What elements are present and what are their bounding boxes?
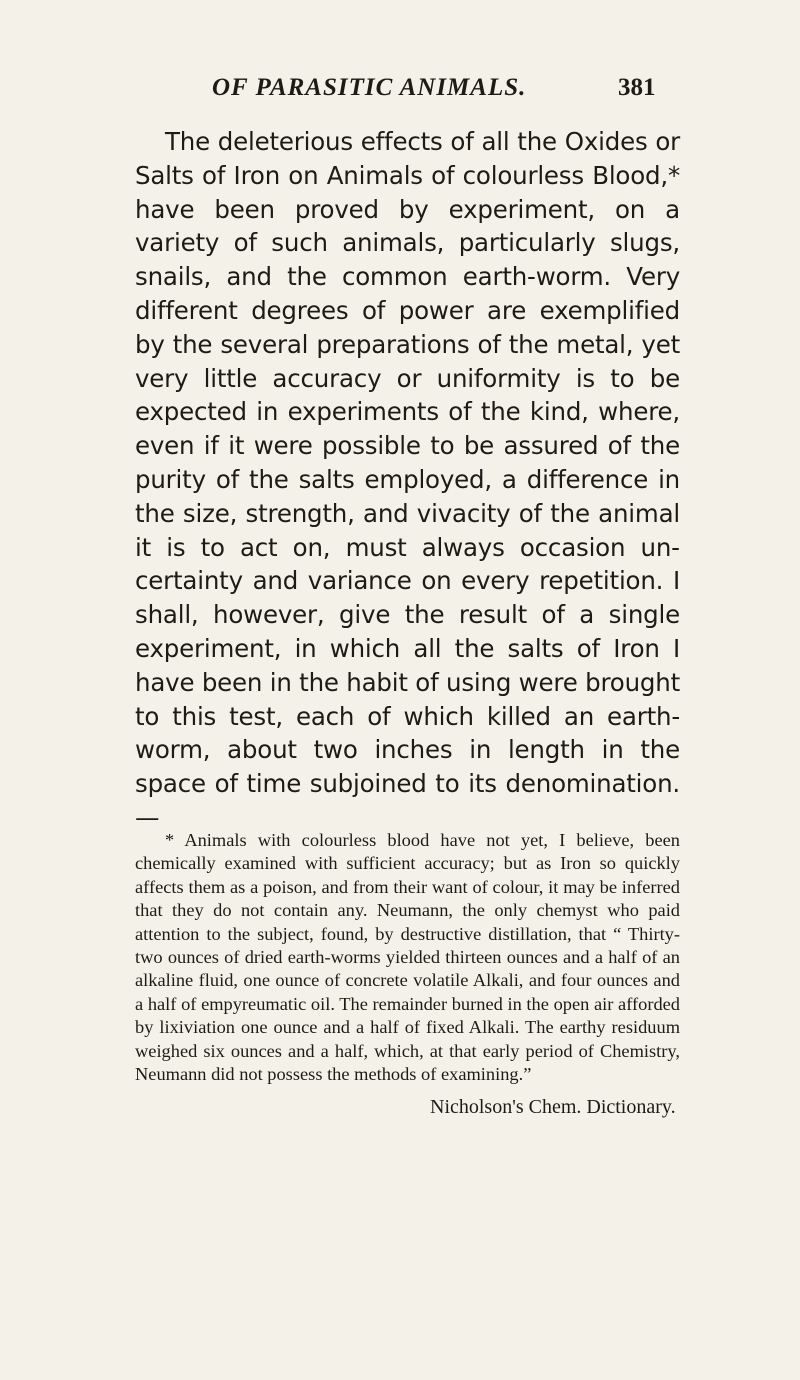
body-paragraph: The deleterious effects of all the Oxides or Salts of Iron on Animals of colourless Blood,* have been proved by experiment, on a variety of such animals, particularly slugs, snails, and the common earth-worm. Very different degrees of power are exemplified by the several preparations of the metal, yet very little accuracy or uniformity is to be expected in experiments of the kind, where, even if it were possible to be assured of the purity of the salts employed, a difference in the size, strength, and vivacity of the animal it is to act on, must always occasion uncertainty and variance on every repetition. I shall, however, give the result of a single experiment, in which all the salts of Iron I have been in the habit of using were brought to this test, each of which killed an earth-worm, about two inches in length in the space of time subjoined to its denomination.— [135, 127, 680, 832]
main-text [135, 125, 680, 835]
footnote-source: Nicholson's Chem. Dictionary. [430, 1096, 676, 1118]
running-title: OF PARASITIC ANIMALS. [212, 74, 527, 101]
running-head [0, 72, 800, 112]
footnote [135, 829, 680, 1086]
footnote-text: * Animals with colourless blood have not yet, I believe, been chemically examined with sufficient accuracy; but as Iron so quickly affects them as a poison, and from their want of colour, it may be inferred that they do not contain any. Neumann, the only chemyst who paid attention to the subject, found, by destructive distillation, that “ Thirty-two ounces of dried earth-worms yielded thirteen ounces and a half of an alkaline fluid, one ounce of concrete volatile Alkali, and four ounces and a half of empyreumatic oil. The remainder burned in the open air afforded by lixiviation one ounce and a half of fixed Alkali. The earthy residuum weighed six ounces and a half, which, at that early period of Chemistry, Neumann did not possess the methods of examining.” [135, 830, 680, 1085]
page-number: 381 [618, 74, 656, 101]
